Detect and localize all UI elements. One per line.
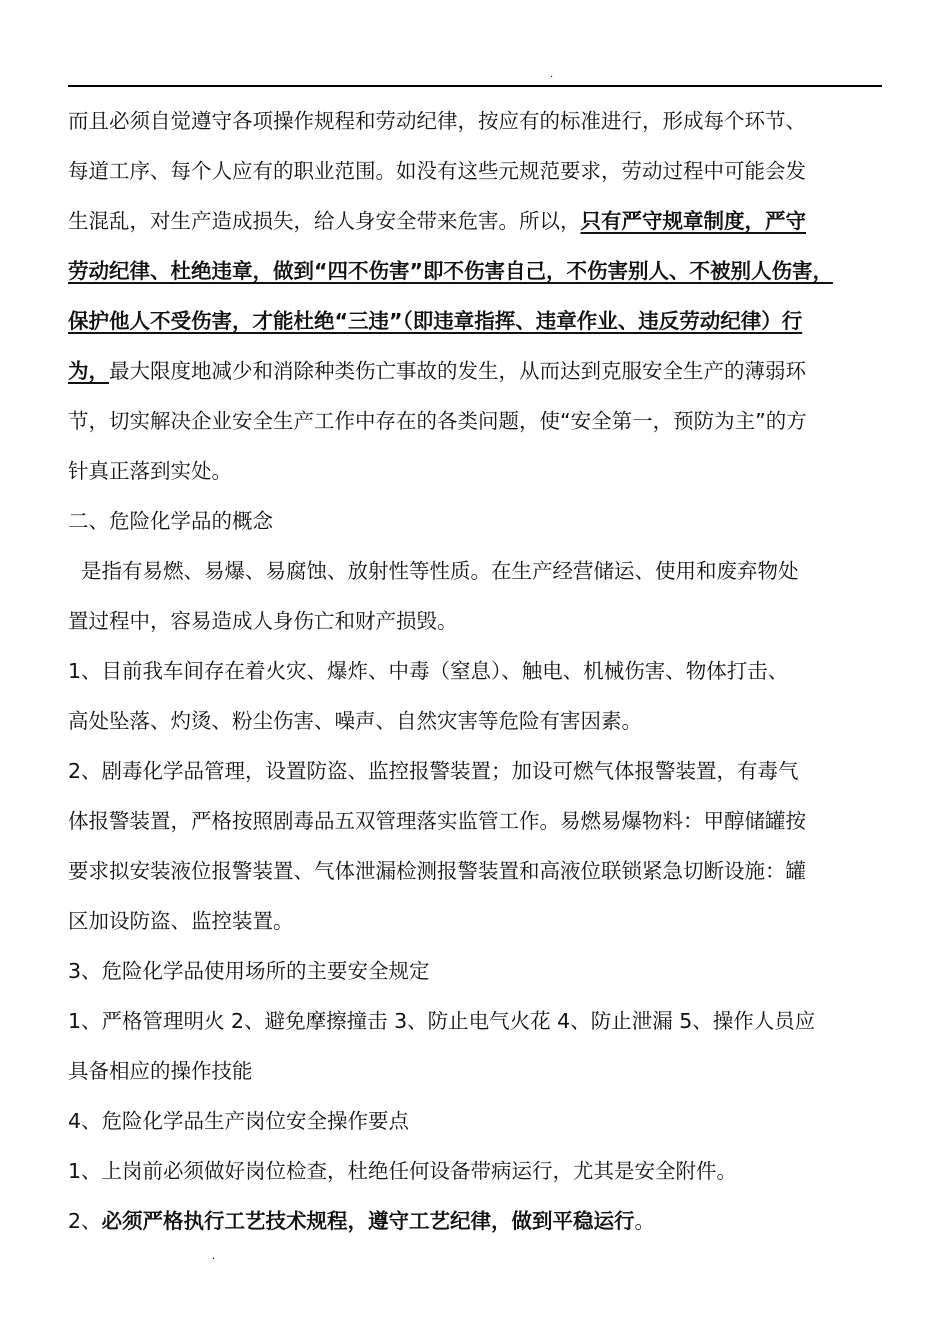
text-line: 是指有易燃、易爆、易腐蚀、放射性等性质。在生产经营储运、使用和废弃物处 (68, 559, 799, 583)
emphasis-line: 劳动纪律、杜绝违章，做到“四不伤害”即不伤害自己，不伤害别人、不被别人伤害， (68, 259, 833, 283)
bold-text: 必须严格执行工艺技术规程，遵守工艺纪律，做到平稳运行 (101, 1209, 635, 1233)
list-item: 1、严格管理明火 2、避免摩擦撞击 3、防止电气火花 4、防止泄漏 5、操作人员应 (68, 1009, 816, 1033)
text-span: 2、 (68, 1209, 102, 1233)
list-item-cont: 要求拟安装液位报警装置、气体泄漏检测报警装置和高液位联锁紧急切断设施：罐 (68, 859, 806, 883)
text-line (68, 346, 884, 396)
list-item: 2、剧毒化学品管理，设置防盗、监控报警装置；加设可燃气体报警装置，有毒气 (68, 759, 799, 783)
list-item-cont: 区加设防盗、监控装置。 (68, 909, 294, 933)
list-item-cont: 体报警装置，严格按照剧毒品五双管理落实监管工作。易燃易爆物料：甲醇储罐按 (68, 809, 806, 833)
footer-marker: . (212, 1251, 216, 1262)
text-span: 生混乱，对生产造成损失，给人身安全带来危害。所以， (68, 209, 581, 233)
list-item-cont: 高处坠落、灼烫、粉尘伤害、噪声、自然灾害等危险有害因素。 (68, 709, 642, 733)
list-item-cont: 具备相应的操作技能 (68, 1059, 253, 1083)
text-line: 节，切实解决企业安全生产工作中存在的各类问题，使“安全第一，预防为主”的方 (68, 409, 807, 433)
list-item: 4、危险化学品生产岗位安全操作要点 (68, 1109, 410, 1133)
emphasis-text: 只有严守规章制度，严守 (580, 209, 806, 233)
emphasis-text: 为， (68, 359, 109, 383)
list-item (68, 1196, 884, 1246)
text-span: 最大限度地减少和消除种类伤亡事故的发生，从而达到克服安全生产的薄弱环 (109, 359, 806, 383)
text-line: 而且必须自觉遵守各项操作规程和劳动纪律，按应有的标准进行，形成每个环节、 (68, 109, 806, 133)
text-line: 每道工序、每个人应有的职业范围。如没有这些元规范要求，劳动过程中可能会发 (68, 159, 806, 183)
text-line: 针真正落到实处。 (68, 459, 232, 483)
emphasis-line: 保护他人不受伤害，才能杜绝“三违”（即违章指挥、违章作业、违反劳动纪律）行 (68, 309, 803, 333)
list-item: 1、上岗前必须做好岗位检查，杜绝任何设备带病运行，尤其是安全附件。 (68, 1159, 738, 1183)
document-body (68, 96, 884, 1246)
section-heading: 二、危险化学品的概念 (68, 509, 273, 533)
header-rule (68, 85, 882, 87)
list-item: 3、危险化学品使用场所的主要安全规定 (68, 959, 430, 983)
text-line: 置过程中，容易造成人身伤亡和财产损毁。 (68, 609, 458, 633)
text-span: 。 (634, 1209, 656, 1233)
list-item: 1、目前我车间存在着火灾、爆炸、中毒（窒息）、触电、机械伤害、物体打击、 (68, 659, 789, 683)
text-line (68, 196, 884, 246)
header-marker: . (550, 69, 554, 80)
